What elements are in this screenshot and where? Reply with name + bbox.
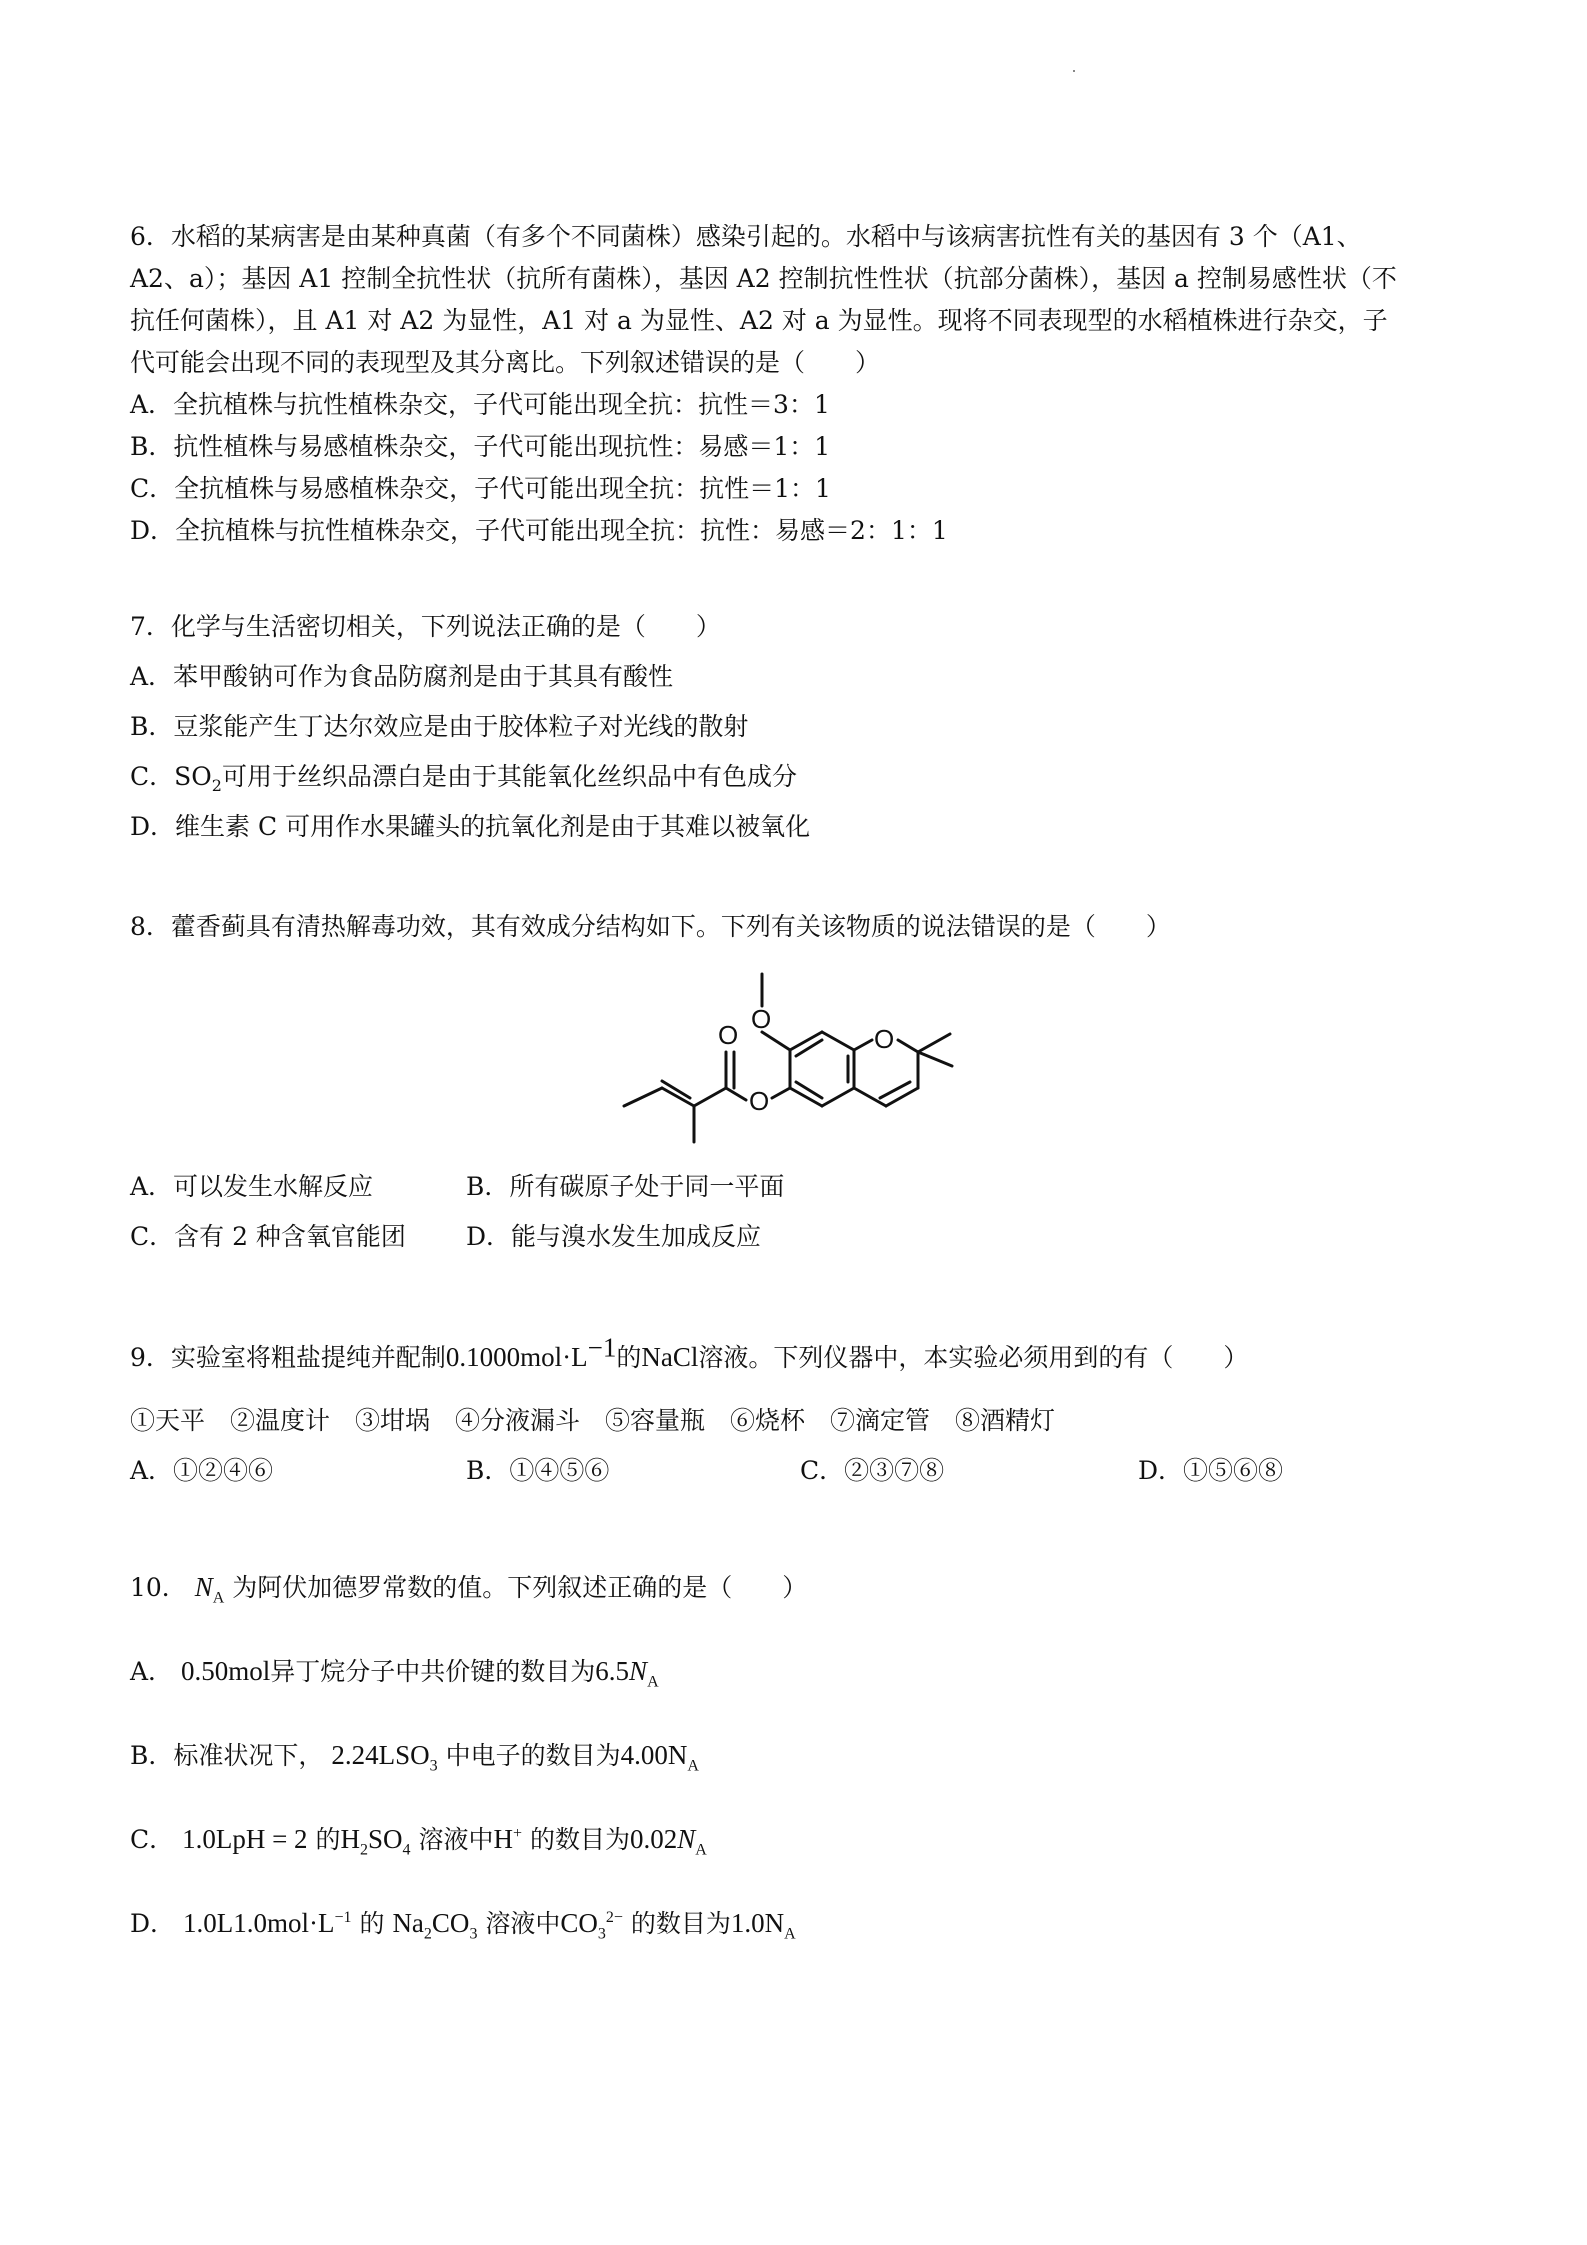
q10-d-exponent: −1 bbox=[334, 1909, 352, 1926]
q7-option-b: B．豆浆能产生丁达尔效应是由于胶体粒子对光线的散射 bbox=[130, 712, 749, 741]
q10-stem-text: 为阿伏加德罗常数的值。下列叙述正确的是（ ） bbox=[232, 1573, 808, 1602]
q9-concentration: 0.1000mol·L bbox=[445, 1342, 588, 1372]
q10-d-of: 的 bbox=[359, 1909, 385, 1938]
q8-option-a: A．可以发生水解反应 bbox=[130, 1172, 374, 1201]
q10-c-ion: H bbox=[493, 1824, 514, 1854]
q10-b-avogadro-sub: A bbox=[687, 1757, 699, 1775]
q10-d-avogadro-sub: A bbox=[784, 1925, 796, 1943]
q10-d-text-2: 的数目为 bbox=[630, 1909, 731, 1938]
q10-a-value: 6.5 bbox=[595, 1656, 630, 1686]
q10-d-ion-sub: 3 bbox=[597, 1925, 606, 1943]
q10-b-label: B． bbox=[130, 1741, 174, 1770]
q10-a-avogadro-sub: A bbox=[647, 1673, 659, 1691]
q10-b-subscript: 3 bbox=[429, 1757, 438, 1775]
q10-c-value: 0.02 bbox=[630, 1824, 678, 1854]
q10-a-text: 异丁烷分子中共价键的数目为 bbox=[270, 1657, 596, 1686]
q10-d-co-sub: 3 bbox=[469, 1925, 478, 1943]
oxygen-methoxy-label: O bbox=[751, 1004, 772, 1034]
q9-option-c: C．②③⑦⑧ bbox=[800, 1456, 945, 1485]
q10-a-label: A． bbox=[130, 1657, 174, 1686]
ageratochromene-structure bbox=[600, 960, 1000, 1160]
q6-option-b: B．抗性植株与易感植株杂交，子代可能出现抗性：易感＝1：1 bbox=[130, 432, 831, 461]
q10-d-value: 1.0N bbox=[730, 1908, 785, 1938]
oxygen-carbonyl-label: O bbox=[718, 1020, 739, 1050]
q9-stem bbox=[130, 1332, 1470, 1373]
q10-d-co: CO bbox=[431, 1908, 470, 1938]
q10-number: 10． bbox=[130, 1573, 187, 1602]
q10-c-ion-charge: + bbox=[513, 1825, 523, 1842]
q7-option-c bbox=[130, 762, 1470, 795]
q6-stem-line-1: 6．水稻的某病害是由某种真菌（有多个不同菌株）感染引起的。水稻中与该病害抗性有关的基因有 3 个（A1、 bbox=[130, 222, 1362, 251]
q10-c-label: C． bbox=[130, 1825, 175, 1854]
q9-option-d: D．①⑤⑥⑧ bbox=[1138, 1456, 1284, 1485]
oxygen-ester-label: O bbox=[749, 1086, 770, 1116]
oxygen-ring-label: O bbox=[874, 1024, 895, 1054]
q9-option-b: B．①④⑤⑥ bbox=[466, 1456, 610, 1485]
q6-option-a: A．全抗植株与抗性植株杂交，子代可能出现全抗：抗性＝3：1 bbox=[130, 390, 830, 419]
q10-c-so-sub: 4 bbox=[402, 1841, 411, 1859]
q10-a-amount: 0.50mol bbox=[181, 1656, 271, 1686]
q10-c-so: SO bbox=[368, 1824, 403, 1854]
q10-stem bbox=[130, 1572, 1470, 1607]
q10-d-label: D． bbox=[130, 1909, 176, 1938]
q9-stem-end: 溶液。下列仪器中，本实验必须用到的有（ ） bbox=[698, 1343, 1249, 1372]
q7-c-label: C．SO bbox=[130, 762, 212, 791]
q10-c-text: 溶液中 bbox=[418, 1825, 494, 1854]
q7-option-a: A．苯甲酸钠可作为食品防腐剂是由于其具有酸性 bbox=[130, 662, 674, 691]
q8-option-b: B．所有碳原子处于同一平面 bbox=[466, 1172, 785, 1201]
q10-d-ion: CO bbox=[560, 1908, 598, 1938]
q6-stem-line-3: 抗任何菌株），且 A1 对 A2 为显性，A1 对 a 为显性、A2 对 a 为显性。现将不同表现型的水稻植株进行杂交，子 bbox=[130, 306, 1388, 335]
q9-nacl: NaCl bbox=[641, 1342, 699, 1372]
q7-option-d: D．维生素 C 可用作水果罐头的抗氧化剂是由于其难以被氧化 bbox=[130, 812, 811, 841]
q10-option-c bbox=[130, 1824, 1470, 1859]
q10-c-h-sub: 2 bbox=[360, 1841, 369, 1859]
q10-option-b bbox=[130, 1740, 1470, 1775]
q10-c-avogadro: N bbox=[677, 1824, 696, 1854]
q9-concentration-exponent: −1 bbox=[587, 1332, 617, 1363]
q10-d-solution: 1.0L1.0mol·L bbox=[183, 1908, 335, 1938]
q10-option-d bbox=[130, 1908, 1470, 1943]
q10-d-ion-charge: 2− bbox=[605, 1909, 623, 1926]
q10-c-of: 的 bbox=[315, 1825, 341, 1854]
q10-c-solution: 1.0LpH = 2 bbox=[182, 1824, 308, 1854]
q10-b-value: 4.00N bbox=[620, 1740, 688, 1770]
q10-avogadro-symbol: N bbox=[194, 1572, 213, 1602]
q9-instruments: ①天平 ②温度计 ③坩埚 ④分液漏斗 ⑤容量瓶 ⑥烧杯 ⑦滴定管 ⑧酒精灯 bbox=[130, 1406, 1056, 1435]
q7-c-subscript: 2 bbox=[211, 776, 222, 795]
q10-d-na-sub: 2 bbox=[423, 1925, 432, 1943]
q10-c-avogadro-sub: A bbox=[695, 1841, 707, 1859]
scan-dot bbox=[1073, 70, 1075, 72]
q6-stem-line-2: A2、a）；基因 A1 控制全抗性状（抗所有菌株），基因 A2 控制抗性性状（抗部分菌株），基因 a 控制易感性状（不 bbox=[130, 264, 1397, 293]
q9-stem-start: 9．实验室将粗盐提纯并配制 bbox=[130, 1343, 446, 1372]
q10-d-text: 溶液中 bbox=[485, 1909, 561, 1938]
q6-option-d: D．全抗植株与抗性植株杂交，子代可能出现全抗：抗性：易感＝2：1：1 bbox=[130, 516, 948, 545]
q8-option-d: D．能与溴水发生加成反应 bbox=[466, 1222, 762, 1251]
q7-stem: 7．化学与生活密切相关，下列说法正确的是（ ） bbox=[130, 612, 721, 641]
q10-c-h: H bbox=[340, 1824, 361, 1854]
q10-option-a bbox=[130, 1656, 1470, 1691]
q10-b-condition: 标准状况下， bbox=[173, 1741, 324, 1770]
q7-c-text: 可用于丝织品漂白是由于其能氧化丝织品中有色成分 bbox=[221, 762, 797, 791]
q10-c-text-2: 的数目为 bbox=[530, 1825, 631, 1854]
q10-a-avogadro: N bbox=[629, 1656, 648, 1686]
q6-option-c: C．全抗植株与易感植株杂交，子代可能出现全抗：抗性＝1：1 bbox=[130, 474, 831, 503]
q10-b-volume: 2.24LSO bbox=[331, 1740, 430, 1770]
q10-b-text: 中电子的数目为 bbox=[445, 1741, 621, 1770]
q6-stem-line-4: 代可能会出现不同的表现型及其分离比。下列叙述错误的是（ ） bbox=[130, 348, 881, 377]
q9-stem-of: 的 bbox=[616, 1343, 642, 1372]
q9-option-a: A．①②④⑥ bbox=[130, 1456, 274, 1485]
q10-d-na: Na bbox=[392, 1908, 424, 1938]
q8-stem: 8．藿香蓟具有清热解毒功效，其有效成分结构如下。下列有关该物质的说法错误的是（ ） bbox=[130, 912, 1171, 941]
q8-option-c: C．含有 2 种含氧官能团 bbox=[130, 1222, 406, 1251]
q10-avogadro-subscript: A bbox=[212, 1589, 225, 1607]
